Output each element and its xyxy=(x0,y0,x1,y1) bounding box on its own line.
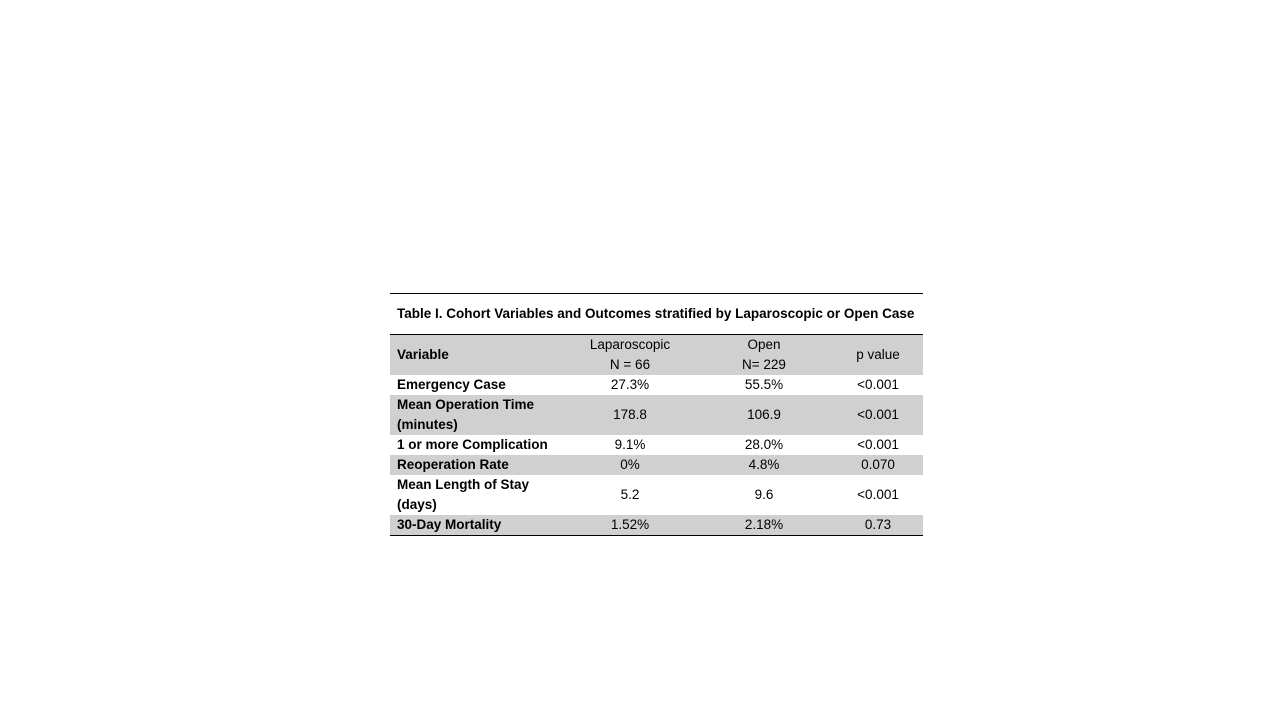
row-open-value: 55.5% xyxy=(744,377,784,392)
row-open-value: 9.6 xyxy=(754,487,774,502)
row-laparoscopic-value: 27.3% xyxy=(610,377,650,392)
table-caption-row xyxy=(390,294,923,335)
row-variable: 1 or more Complication xyxy=(397,437,548,452)
row-laparoscopic-value: 1.52% xyxy=(565,515,695,536)
row-variable: Mean Operation Time (minutes) xyxy=(390,395,565,435)
table-header-row xyxy=(390,335,923,376)
row-p-value: <0.001 xyxy=(857,377,899,392)
row-open-value: 4.8% xyxy=(695,455,833,475)
header-laparoscopic-label: Laparoscopic xyxy=(589,337,671,352)
cohort-table-container xyxy=(390,293,923,536)
cohort-outcomes-table xyxy=(390,293,923,536)
header-laparoscopic-n: N = 66 xyxy=(609,357,651,372)
header-open-label: Open xyxy=(747,337,781,352)
row-variable: Mean Length of Stay (days) xyxy=(397,477,530,512)
row-laparoscopic-value: 178.8 xyxy=(565,395,695,435)
header-open-n: N= 229 xyxy=(742,357,786,372)
row-open-value: 2.18% xyxy=(695,515,833,536)
table-row xyxy=(390,375,923,395)
header-laparoscopic xyxy=(565,335,695,376)
table-row xyxy=(390,395,923,435)
row-open-value: 106.9 xyxy=(695,395,833,435)
row-open-value: 28.0% xyxy=(744,437,784,452)
header-variable: Variable xyxy=(390,335,565,376)
row-laparoscopic-value: 0% xyxy=(565,455,695,475)
row-laparoscopic-value: 5.2 xyxy=(620,487,640,502)
table-row xyxy=(390,515,923,536)
row-variable: Emergency Case xyxy=(397,377,506,392)
table-row xyxy=(390,435,923,455)
row-p-value: <0.001 xyxy=(857,437,899,452)
row-p-value: 0.070 xyxy=(833,455,923,475)
table-caption: Table I. Cohort Variables and Outcomes stratified by Laparoscopic or Open Case xyxy=(390,294,923,335)
row-p-value: <0.001 xyxy=(857,487,899,502)
header-p-value: p value xyxy=(833,335,923,376)
row-variable: Reoperation Rate xyxy=(390,455,565,475)
table-row xyxy=(390,455,923,475)
row-p-value: 0.73 xyxy=(833,515,923,536)
header-open xyxy=(695,335,833,376)
row-p-value: <0.001 xyxy=(833,395,923,435)
table-row xyxy=(390,475,923,515)
row-laparoscopic-value: 9.1% xyxy=(614,437,646,452)
row-variable: 30-Day Mortality xyxy=(390,515,565,536)
